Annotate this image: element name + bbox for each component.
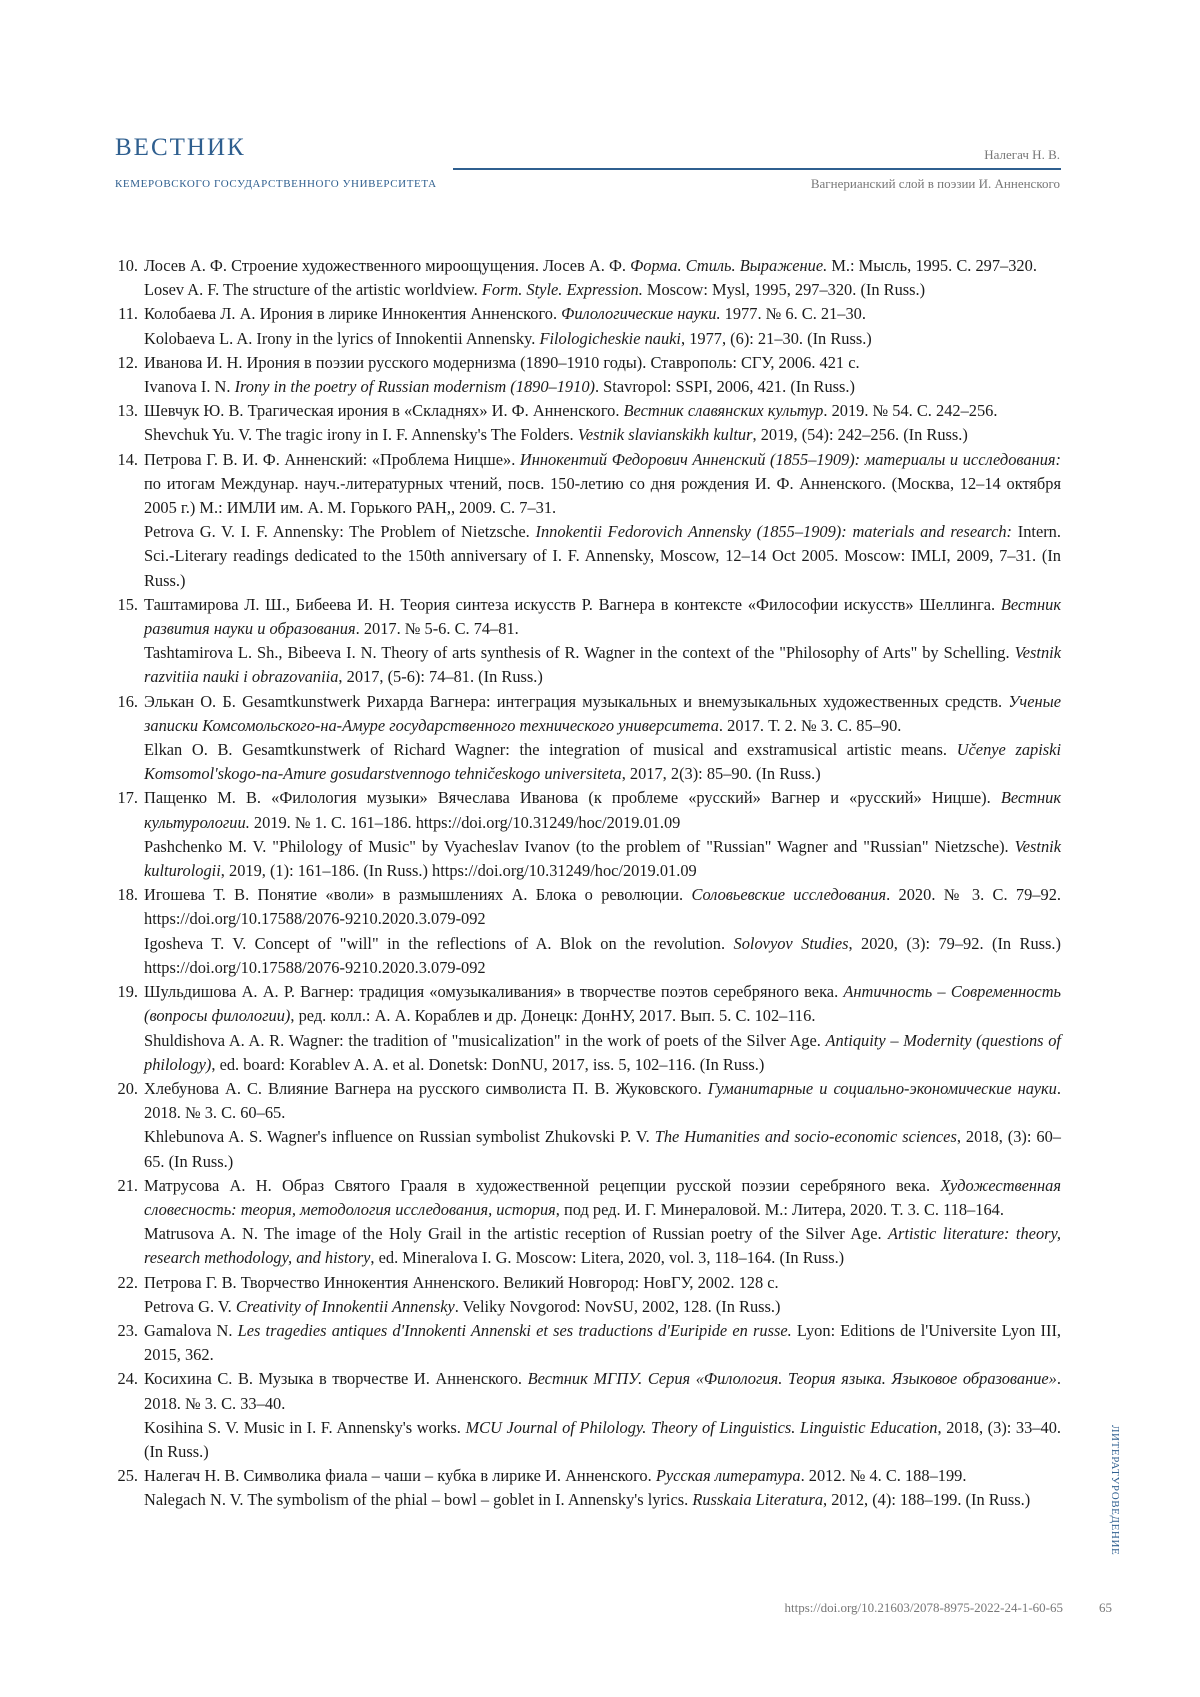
reference-italic-text: Вестник развития науки и образования: [144, 594, 1061, 639]
reference-italic-text: Form. Style. Expression.: [481, 280, 643, 300]
reference-italic-text: Вестник славянских культур: [623, 401, 824, 421]
reference-item: [115, 1077, 1061, 1174]
reference-text: Элькан О. Б. Gesamtkunstwerk Рихарда Вагнера: интеграция музыкальных и внемузыкальных художественных средств.: [144, 691, 1009, 711]
reference-text: , 2012, (4): 188–199. (In Russ.): [823, 1490, 1031, 1510]
reference-text: Лосев А. Ф. Строение художественного мироощущения. Лосев А. Ф.: [144, 256, 631, 275]
reference-line: [144, 980, 1061, 1028]
reference-body: [144, 883, 1061, 980]
reference-text: Игошева Т. В. Понятие «воли» в размышлениях А. Блока о революции.: [144, 885, 692, 905]
reference-number: 15.: [117, 594, 138, 614]
reference-body: [144, 980, 1061, 1077]
reference-number: 21.: [117, 1175, 138, 1195]
reference-text: Косихина С. В. Музыка в творчестве И. Анненского.: [144, 1369, 528, 1389]
reference-text: Igosheva T. V. Concept of "will" in the reflections of A. Blok on the revolution.: [144, 933, 734, 953]
reference-text: , 2020, (3): 79–92. (In Russ.) https://doi.org/10.17588/2076-9210.2020.3.079-092: [144, 933, 1061, 977]
reference-number: 23.: [117, 1320, 138, 1340]
section-label: ЛИТЕРАТУРОВЕДЕНИЕ: [1109, 1425, 1121, 1556]
reference-line: [144, 1029, 1061, 1077]
reference-number: 20.: [117, 1078, 138, 1098]
reference-line: [144, 1222, 1061, 1270]
reference-italic-text: MCU Journal of Philology. Theory of Linguistics. Linguistic Education: [465, 1417, 938, 1437]
reference-line: [144, 641, 1061, 689]
reference-line: [144, 1077, 1061, 1125]
reference-italic-text: Artistic literature: theory, research methodology, and history: [144, 1224, 1061, 1268]
reference-item: [115, 1464, 1061, 1512]
reference-line: [144, 520, 1061, 593]
reference-item: [115, 883, 1061, 980]
reference-line: [144, 1416, 1061, 1464]
journal-title: ВЕСТНИК: [115, 134, 246, 161]
reference-number: 13.: [117, 401, 138, 421]
reference-italic-text: Creativity of Innokentii Annensky: [235, 1296, 455, 1316]
reference-line: [144, 448, 1061, 521]
reference-item: [115, 593, 1061, 690]
reference-line: [144, 254, 1061, 278]
reference-item: [115, 980, 1061, 1077]
reference-text: , под ред. И. Г. Минераловой. М.: Литера, 2020. Т. 3. С. 118–164.: [555, 1199, 1004, 1219]
reference-text: Kosihina S. V. Music in I. F. Annensky's works.: [144, 1417, 466, 1437]
reference-number: 25.: [117, 1466, 138, 1486]
reference-number: 24.: [117, 1369, 138, 1389]
reference-text: Intern. Sci.-Literary readings dedicated to the 150th anniversary of I. F. Annensky, Moscow, 12–14 Oct 2005. Moscow: IMLI, 2009, 7–31. (In Russ.): [144, 522, 1061, 590]
reference-text: Колобаева Л. А. Ирония в лирике Иннокентия Анненского.: [144, 304, 562, 324]
reference-text: Шевчук Ю. В. Трагическая ирония в «Складнях» И. Ф. Анненского.: [144, 401, 624, 421]
reference-text: , 2018, (3): 33–40. (In Russ.): [144, 1417, 1061, 1461]
reference-body: [144, 448, 1061, 593]
reference-text: , ред. колл.: А. А. Кораблев и др. Донецк: ДонНУ, 2017. Вып. 5. С. 102–116.: [290, 1006, 816, 1026]
reference-italic-text: Antiquity – Modernity (questions of philology): [144, 1030, 1061, 1074]
reference-italic-text: Художественная словесность: теория, методология исследования, история: [144, 1175, 1061, 1219]
reference-list: [115, 254, 1061, 1513]
reference-italic-text: Вестник МГПУ. Серия «Филология. Теория языка. Языковое образование»: [527, 1369, 1057, 1389]
reference-italic-text: Innokentii Fedorovich Annensky (1855–1909): materials and research:: [535, 522, 1013, 542]
reference-body: [144, 786, 1061, 883]
reference-text: Налегач Н. В. Символика фиала – чаши – кубка в лирике И. Анненского.: [144, 1466, 656, 1486]
reference-italic-text: Solovyov Studies: [733, 933, 849, 953]
reference-number: 19.: [117, 982, 138, 1002]
reference-text: Petrova G. V.: [144, 1296, 236, 1316]
reference-italic-text: Russkaia Literatura: [692, 1490, 824, 1510]
reference-text: Хлебунова А. С. Влияние Вагнера на русского символиста П. В. Жуковского.: [144, 1078, 708, 1098]
reference-text: Tashtamirova L. Sh., Bibeeva I. N. Theory of arts synthesis of R. Wagner in the context of the "Philosophy of Arts" by Schelling.: [144, 643, 1015, 663]
reference-text: . 2018. № 3. С. 33–40.: [144, 1369, 1061, 1413]
reference-line: [144, 302, 1061, 326]
reference-text: , ed. board: Korablev A. A. et al. Donetsk: DonNU, 2017, iss. 5, 102–116. (In Russ.): [211, 1054, 765, 1074]
reference-item: [115, 254, 1061, 302]
header-rule: [453, 168, 1061, 170]
reference-text: . 2019. № 54. С. 242–256.: [823, 401, 998, 421]
reference-item: [115, 302, 1061, 350]
reference-text: Gamalova N.: [144, 1320, 238, 1340]
reference-line: [144, 1125, 1061, 1173]
reference-italic-text: The Humanities and socio-economic sciences: [654, 1127, 957, 1147]
reference-text: Pashchenko M. V. "Philology of Music" by Vyacheslav Ivanov (to the problem of "Russian" Wagner and "Russian" Nietzsche).: [144, 836, 1015, 856]
reference-item: [115, 399, 1061, 447]
reference-text: по итогам Междунар. науч.-литературных чтений, посв. 150-летию со дня рождения И. Ф. Анненского. (Москва, 12–14 октября 2005 г.) М.: ИМЛИ им. А. М. Горького РАН,, 2009. С. 7–31.: [144, 473, 1061, 518]
reference-number: 17.: [117, 788, 138, 808]
reference-text: , 2017, (5-6): 74–81. (In Russ.): [338, 667, 543, 687]
reference-text: Kolobaeva L. A. Irony in the lyrics of Innokentii Annensky.: [144, 328, 540, 348]
reference-number: 22.: [117, 1272, 138, 1292]
reference-number: 12.: [117, 352, 138, 372]
reference-text: Матрусова А. Н. Образ Святого Грааля в художественной рецепции русской поэзии серебряного века.: [144, 1175, 941, 1195]
reference-line: [144, 1319, 1061, 1367]
running-article-title: Вагнерианский слой в поэзии И. Анненского: [810, 176, 1060, 191]
reference-item: [115, 448, 1061, 593]
reference-item: [115, 1271, 1061, 1319]
reference-body: [144, 1174, 1061, 1271]
reference-italic-text: Гуманитарные и социально-экономические науки: [707, 1078, 1057, 1098]
reference-number: 16.: [117, 691, 138, 711]
reference-text: Пащенко М. В. «Филология музыки» Вячеслава Иванова (к проблеме «русский» Вагнер и «русский» Ницше).: [144, 788, 1001, 808]
reference-line: [144, 738, 1061, 786]
reference-text: , 2019, (1): 161–186. (In Russ.) https://doi.org/10.31249/hoc/2019.01.09: [220, 861, 697, 881]
reference-line: [144, 351, 1061, 375]
reference-italic-text: Vestnik razvitiia nauki i obrazovaniia: [144, 643, 1061, 687]
reference-number: 14.: [117, 449, 138, 469]
reference-text: Petrova G. V. I. F. Annensky: The Problem of Nietzsche.: [144, 522, 536, 542]
reference-italic-text: Filologicheskie nauki: [539, 328, 681, 348]
journal-subtitle: КЕМЕРОВСКОГО ГОСУДАРСТВЕННОГО УНИВЕРСИТЕТА: [115, 178, 437, 190]
reference-italic-text: Филологические науки.: [561, 304, 721, 324]
reference-number: 11.: [118, 304, 138, 324]
reference-line: [144, 1271, 1061, 1295]
reference-italic-text: Les tragedies antiques d'Innokenti Annenski et ses traductions d'Euripide en russe.: [237, 1320, 792, 1340]
running-author: Налегач Н. В.: [984, 147, 1060, 162]
reference-item: [115, 690, 1061, 787]
reference-text: Shuldishova A. A. R. Wagner: the tradition of "musicalization" in the work of poets of the Silver Age.: [144, 1030, 826, 1050]
reference-item: [115, 351, 1061, 399]
reference-text: Петрова Г. В. Творчество Иннокентия Анненского. Великий Новгород: НовГУ, 2002. 128 с.: [144, 1272, 779, 1292]
reference-line: [144, 375, 1061, 399]
reference-text: Шульдишова А. А. Р. Вагнер: традиция «омузыкаливания» в творчестве поэтов серебряного века.: [144, 982, 844, 1002]
reference-text: Петрова Г. В. И. Ф. Анненский: «Проблема Ницше».: [144, 449, 520, 469]
reference-text: . Veliky Novgorod: NovSU, 2002, 128. (In Russ.): [454, 1296, 781, 1316]
reference-number: 18.: [117, 885, 138, 905]
reference-text: Nalegach N. V. The symbolism of the phial – bowl – goblet in I. Annensky's lyrics.: [144, 1490, 693, 1510]
reference-text: . Stavropol: SSPI, 2006, 421. (In Russ.): [594, 377, 855, 397]
reference-line: [144, 399, 1061, 423]
reference-text: , 2017, 2(3): 85–90. (In Russ.): [621, 764, 821, 784]
reference-text: 1977. № 6. С. 21–30.: [720, 304, 866, 324]
page-number: 65: [1099, 1600, 1112, 1615]
reference-text: Иванова И. Н. Ирония в поэзии русского модернизма (1890–1910 годы). Ставрополь: СГУ, 2006. 421 с.: [144, 352, 860, 372]
reference-line: [144, 423, 1061, 447]
reference-text: Lyon: Editions de l'Universite Lyon III, 2015, 362.: [144, 1320, 1061, 1365]
reference-text: , 2018, (3): 60–65. (In Russ.): [144, 1127, 1061, 1171]
reference-text: Таштамирова Л. Ш., Бибеева И. Н. Теория синтеза искусств Р. Вагнера в контексте «Философии искусств» Шеллинга.: [144, 594, 1001, 614]
reference-body: [144, 302, 1061, 350]
reference-body: [144, 1367, 1061, 1464]
reference-text: , 1977, (6): 21–30. (In Russ.): [681, 328, 872, 348]
reference-text: Matrusova A. N. The image of the Holy Grail in the artistic reception of Russian poetry of the Silver Age.: [144, 1224, 889, 1244]
reference-text: 2019. № 1. С. 161–186. https://doi.org/10.31249/hoc/2019.01.09: [249, 812, 681, 832]
reference-line: [144, 1367, 1061, 1415]
reference-text: . 2018. № 3. С. 60–65.: [144, 1078, 1061, 1123]
reference-body: [144, 254, 1061, 302]
reference-body: [144, 399, 1061, 447]
reference-body: [144, 1271, 1061, 1319]
reference-body: [144, 1077, 1061, 1174]
reference-line: [144, 883, 1061, 931]
reference-italic-text: Соловьевские исследования: [691, 885, 887, 905]
reference-italic-text: Античность – Современность (вопросы филологии): [144, 982, 1061, 1026]
reference-body: [144, 1319, 1061, 1367]
reference-line: [144, 1295, 1061, 1319]
reference-italic-text: Vestnik slavianskikh kultur: [577, 425, 753, 445]
reference-italic-text: Učenye zapiski Komsomol'skogo-na-Amure gosudarstvennogo tehničeskogo universiteta: [144, 740, 1062, 784]
footer-doi[interactable]: https://doi.org/10.21603/2078-8975-2022-24-1-60-65: [784, 1600, 1063, 1615]
reference-body: [144, 351, 1061, 399]
reference-italic-text: Vestnik kulturologii: [144, 836, 1061, 881]
reference-line: [144, 690, 1061, 738]
reference-text: . 2017. Т. 2. № 3. С. 85–90.: [718, 715, 902, 735]
reference-line: [144, 593, 1061, 641]
reference-body: [144, 690, 1061, 787]
reference-text: . 2017. № 5-6. С. 74–81.: [355, 619, 519, 639]
reference-italic-text: Форма. Стиль. Выражение.: [630, 256, 828, 275]
reference-italic-text: Русская литература: [655, 1466, 801, 1486]
reference-italic-text: Вестник культурологии.: [144, 788, 1061, 832]
reference-body: [144, 593, 1061, 690]
reference-text: Losev A. F. The structure of the artistic worldview.: [144, 280, 482, 300]
reference-text: Moscow: Mysl, 1995, 297–320. (In Russ.): [642, 280, 926, 300]
reference-line: [144, 1488, 1061, 1512]
reference-text: М.: Мысль, 1995. С. 297–320.: [827, 256, 1037, 275]
reference-text: Elkan O. B. Gesamtkunstwerk of Richard Wagner: the integration of musical and exstramusical artistic means.: [144, 740, 957, 760]
reference-text: , 2019, (54): 242–256. (In Russ.): [752, 425, 968, 445]
reference-line: [144, 1464, 1061, 1488]
reference-item: [115, 1319, 1061, 1367]
reference-line: [144, 278, 1061, 302]
reference-line: [144, 327, 1061, 351]
reference-italic-text: Irony in the poetry of Russian modernism (1890–1910): [234, 377, 595, 397]
reference-italic-text: Ученые записки Комсомольского-на-Амуре государственного технического университета: [144, 691, 1061, 735]
reference-text: Ivanova I. N.: [144, 377, 235, 397]
reference-item: [115, 1367, 1061, 1464]
reference-text: Khlebunova A. S. Wagner's influence on Russian symbolist Zhukovski P. V.: [144, 1127, 655, 1147]
reference-body: [144, 1464, 1061, 1512]
reference-line: [144, 1174, 1061, 1222]
reference-line: [144, 835, 1061, 883]
reference-italic-text: Иннокентий Федорович Анненский (1855–1909): материалы и исследования:: [519, 449, 1061, 469]
reference-text: Shevchuk Yu. V. The tragic irony in I. F. Annensky's The Folders.: [144, 425, 578, 445]
reference-item: [115, 1174, 1061, 1271]
reference-line: [144, 786, 1061, 834]
reference-text: . 2012. № 4. С. 188–199.: [800, 1466, 967, 1486]
reference-item: [115, 786, 1061, 883]
reference-text: . 2020. № 3. С. 79–92. https://doi.org/10.17588/2076-9210.2020.3.079-092: [144, 885, 1061, 929]
reference-line: [144, 932, 1061, 980]
reference-number: 10.: [117, 256, 138, 275]
reference-text: , ed. Mineralova I. G. Moscow: Litera, 2020, vol. 3, 118–164. (In Russ.): [370, 1248, 845, 1268]
